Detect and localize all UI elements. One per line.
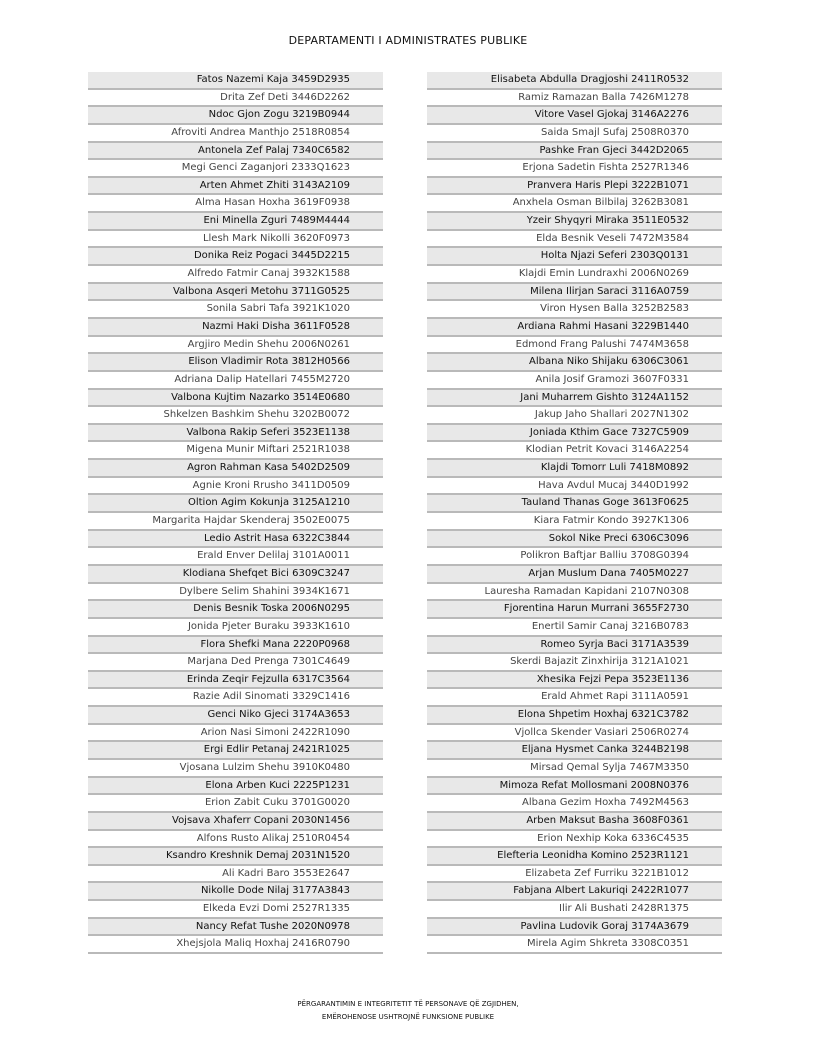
list-item: Pranvera Haris Plepi 3222B1071 bbox=[427, 178, 722, 196]
list-item: Mimoza Refat Mollosmani 2008N0376 bbox=[427, 778, 722, 796]
list-item: Erinda Zeqir Fejzulla 6317C3564 bbox=[88, 672, 383, 690]
list-item: Yzeir Shyqyri Miraka 3511E0532 bbox=[427, 213, 722, 231]
list-item: Ardiana Rahmi Hasani 3229B1440 bbox=[427, 319, 722, 337]
list-item: Ndoc Gjon Zogu 3219B0944 bbox=[88, 107, 383, 125]
list-item: Mirsad Qemal Sylja 7467M3350 bbox=[427, 760, 722, 778]
list-item: Vjollca Skender Vasiari 2506R0274 bbox=[427, 725, 722, 743]
list-item: Ilir Ali Bushati 2428R1375 bbox=[427, 901, 722, 919]
list-item: Jonida Pjeter Buraku 3933K1610 bbox=[88, 619, 383, 637]
list-item: Nancy Refat Tushe 2020N0978 bbox=[88, 919, 383, 937]
list-item: Klodian Petrit Kovaci 3146A2254 bbox=[427, 442, 722, 460]
list-item: Erion Nexhip Koka 6336C4535 bbox=[427, 831, 722, 849]
list-item: Klodiana Shefqet Bici 6309C3247 bbox=[88, 566, 383, 584]
list-item: Vjosana Lulzim Shehu 3910K0480 bbox=[88, 760, 383, 778]
list-item: Anila Josif Gramozi 3607F0331 bbox=[427, 372, 722, 390]
list-item: Erald Ahmet Rapi 3111A0591 bbox=[427, 689, 722, 707]
list-item: Marjana Ded Prenga 7301C4649 bbox=[88, 654, 383, 672]
list-item: Romeo Syrja Baci 3171A3539 bbox=[427, 637, 722, 655]
list-item: Holta Njazi Seferi 2303Q0131 bbox=[427, 248, 722, 266]
list-item: Llesh Mark Nikolli 3620F0973 bbox=[88, 231, 383, 249]
list-item: Fatos Nazemi Kaja 3459D2935 bbox=[88, 72, 383, 90]
list-item: Jani Muharrem Gishto 3124A1152 bbox=[427, 390, 722, 408]
list-item: Genci Niko Gjeci 3174A3653 bbox=[88, 707, 383, 725]
left-name-list bbox=[88, 72, 383, 954]
list-item: Enertil Samir Canaj 3216B0783 bbox=[427, 619, 722, 637]
list-item: Sokol Nike Preci 6306C3096 bbox=[427, 531, 722, 549]
list-item: Valbona Asqeri Metohu 3711G0525 bbox=[88, 284, 383, 302]
list-item: Argjiro Medin Shehu 2006N0261 bbox=[88, 337, 383, 355]
list-item: Pavlina Ludovik Goraj 3174A3679 bbox=[427, 919, 722, 937]
list-item: Ergi Edlir Petanaj 2421R1025 bbox=[88, 742, 383, 760]
list-item: Alfredo Fatmir Canaj 3932K1588 bbox=[88, 266, 383, 284]
list-item: Albana Gezim Hoxha 7492M4563 bbox=[427, 795, 722, 813]
list-item: Fabjana Albert Lakuriqi 2422R1077 bbox=[427, 883, 722, 901]
right-name-list bbox=[427, 72, 722, 954]
list-item: Alfons Rusto Alikaj 2510R0454 bbox=[88, 831, 383, 849]
list-item: Nikolle Dode Nilaj 3177A3843 bbox=[88, 883, 383, 901]
list-item: Vitore Vasel Gjokaj 3146A2276 bbox=[427, 107, 722, 125]
list-item: Elizabeta Zef Furriku 3221B1012 bbox=[427, 866, 722, 884]
list-item: Elona Shpetim Hoxhaj 6321C3782 bbox=[427, 707, 722, 725]
list-item: Alma Hasan Hoxha 3619F0938 bbox=[88, 195, 383, 213]
list-item: Valbona Kujtim Nazarko 3514E0680 bbox=[88, 390, 383, 408]
list-item: Lauresha Ramadan Kapidani 2107N0308 bbox=[427, 584, 722, 602]
list-item: Arten Ahmet Zhiti 3143A2109 bbox=[88, 178, 383, 196]
footer-line-2: EMËROHENOSE USHTROJNË FUNKSIONE PUBLIKE bbox=[321, 1013, 495, 1021]
list-item: Saida Smajl Sufaj 2508R0370 bbox=[427, 125, 722, 143]
list-item: Arion Nasi Simoni 2422R1090 bbox=[88, 725, 383, 743]
list-item: Valbona Rakip Seferi 3523E1138 bbox=[88, 425, 383, 443]
list-item: Margarita Hajdar Skenderaj 3502E0075 bbox=[88, 513, 383, 531]
footer-line-1: PËRGARANTIMIN E INTEGRITETIT TË PERSONAVE QË ZGJIDHEN, bbox=[297, 1000, 519, 1008]
list-item: Polikron Baftjar Balliu 3708G0394 bbox=[427, 548, 722, 566]
list-item: Nazmi Haki Disha 3611F0528 bbox=[88, 319, 383, 337]
list-item: Pashke Fran Gjeci 3442D2065 bbox=[427, 143, 722, 161]
list-item: Razie Adil Sinomati 3329C1416 bbox=[88, 689, 383, 707]
list-item: Ledio Astrit Hasa 6322C3844 bbox=[88, 531, 383, 549]
list-item: Fjorentina Harun Murrani 3655F2730 bbox=[427, 601, 722, 619]
list-item: Jakup Jaho Shallari 2027N1302 bbox=[427, 407, 722, 425]
list-item: Elisabeta Abdulla Dragjoshi 2411R0532 bbox=[427, 72, 722, 90]
list-item: Tauland Thanas Goge 3613F0625 bbox=[427, 495, 722, 513]
list-item: Migena Munir Miftari 2521R1038 bbox=[88, 442, 383, 460]
list-item: Megi Genci Zaganjori 2333Q1623 bbox=[88, 160, 383, 178]
list-item: Arjan Muslum Dana 7405M0227 bbox=[427, 566, 722, 584]
list-item: Vojsava Xhaferr Copani 2030N1456 bbox=[88, 813, 383, 831]
list-item: Ksandro Kreshnik Demaj 2031N1520 bbox=[88, 848, 383, 866]
list-item: Donika Reiz Pogaci 3445D2215 bbox=[88, 248, 383, 266]
list-item: Erion Zabit Cuku 3701G0020 bbox=[88, 795, 383, 813]
list-item: Joniada Kthim Gace 7327C5909 bbox=[427, 425, 722, 443]
list-item: Ali Kadri Baro 3553E2647 bbox=[88, 866, 383, 884]
list-item: Agron Rahman Kasa 5402D2509 bbox=[88, 460, 383, 478]
list-item: Hava Avdul Mucaj 3440D1992 bbox=[427, 478, 722, 496]
list-item: Antonela Zef Palaj 7340C6582 bbox=[88, 143, 383, 161]
list-item: Elona Arben Kuci 2225P1231 bbox=[88, 778, 383, 796]
list-item: Elda Besnik Veseli 7472M3584 bbox=[427, 231, 722, 249]
list-item: Mirela Agim Shkreta 3308C0351 bbox=[427, 936, 722, 954]
list-item: Klajdi Tomorr Luli 7418M0892 bbox=[427, 460, 722, 478]
page-title: DEPARTAMENTI I ADMINISTRATES PUBLIKE bbox=[288, 34, 528, 47]
list-item: Oltion Agim Kokunja 3125A1210 bbox=[88, 495, 383, 513]
list-item: Xhesika Fejzi Pepa 3523E1136 bbox=[427, 672, 722, 690]
list-item: Viron Hysen Balla 3252B2583 bbox=[427, 301, 722, 319]
list-item: Edmond Frang Palushi 7474M3658 bbox=[427, 337, 722, 355]
list-item: Flora Shefki Mana 2220P0968 bbox=[88, 637, 383, 655]
list-item: Drita Zef Deti 3446D2262 bbox=[88, 90, 383, 108]
list-item: Elefteria Leonidha Komino 2523R1121 bbox=[427, 848, 722, 866]
list-item: Eljana Hysmet Canka 3244B2198 bbox=[427, 742, 722, 760]
list-item: Agnie Kroni Rrusho 3411D0509 bbox=[88, 478, 383, 496]
list-item: Ramiz Ramazan Balla 7426M1278 bbox=[427, 90, 722, 108]
list-item: Skerdi Bajazit Zinxhirija 3121A1021 bbox=[427, 654, 722, 672]
footer bbox=[0, 998, 816, 1024]
list-item: Afroviti Andrea Manthjo 2518R0854 bbox=[88, 125, 383, 143]
list-item: Albana Niko Shijaku 6306C3061 bbox=[427, 354, 722, 372]
list-item: Milena Ilirjan Saraci 3116A0759 bbox=[427, 284, 722, 302]
list-item: Anxhela Osman Bilbilaj 3262B3081 bbox=[427, 195, 722, 213]
list-item: Denis Besnik Toska 2006N0295 bbox=[88, 601, 383, 619]
list-item: Adriana Dalip Hatellari 7455M2720 bbox=[88, 372, 383, 390]
list-item: Kiara Fatmir Kondo 3927K1306 bbox=[427, 513, 722, 531]
list-item: Erjona Sadetin Fishta 2527R1346 bbox=[427, 160, 722, 178]
list-item: Arben Maksut Basha 3608F0361 bbox=[427, 813, 722, 831]
list-item: Eni Minella Zguri 7489M4444 bbox=[88, 213, 383, 231]
list-item: Erald Enver Delilaj 3101A0011 bbox=[88, 548, 383, 566]
list-item: Elison Vladimir Rota 3812H0566 bbox=[88, 354, 383, 372]
list-item: Sonila Sabri Tafa 3921K1020 bbox=[88, 301, 383, 319]
list-item: Klajdi Emin Lundraxhi 2006N0269 bbox=[427, 266, 722, 284]
list-item: Xhejsjola Maliq Hoxhaj 2416R0790 bbox=[88, 936, 383, 954]
list-item: Elkeda Evzi Domi 2527R1335 bbox=[88, 901, 383, 919]
list-item: Dylbere Selim Shahini 3934K1671 bbox=[88, 584, 383, 602]
list-item: Shkelzen Bashkim Shehu 3202B0072 bbox=[88, 407, 383, 425]
